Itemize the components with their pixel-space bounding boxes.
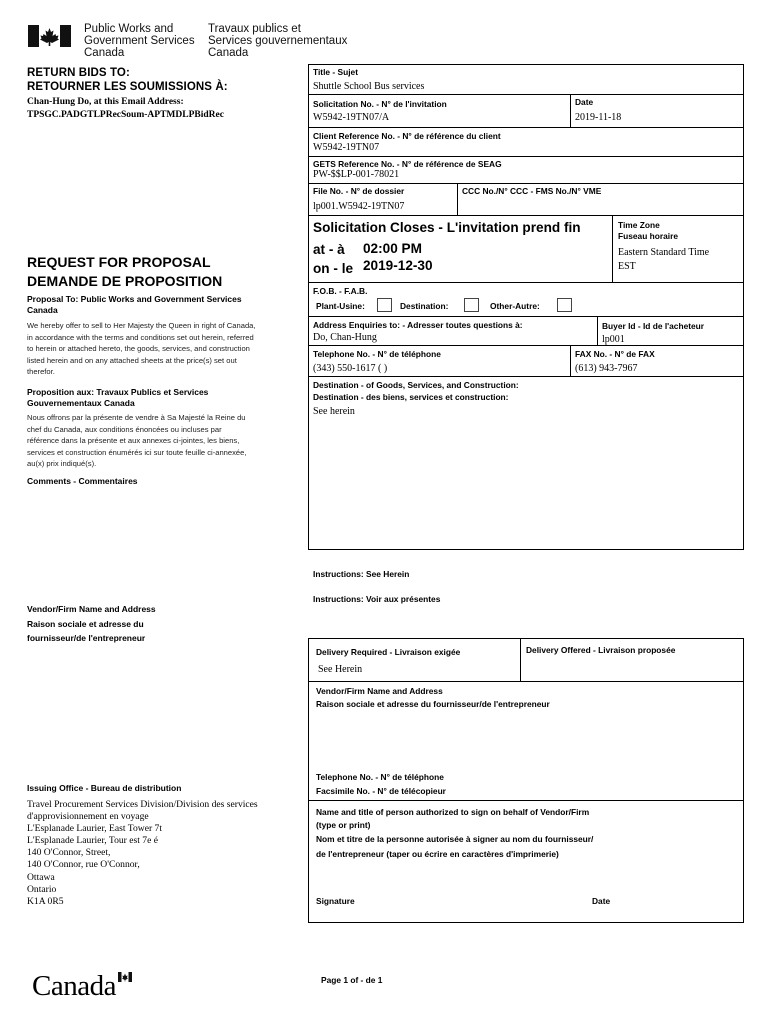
plant-label: Plant-Usine: bbox=[316, 301, 365, 311]
other-label: Other-Autre: bbox=[490, 301, 540, 311]
divider bbox=[308, 156, 744, 157]
fax-value: (613) 943-7967 bbox=[575, 363, 638, 374]
return-bids-en: RETURN BIDS TO: bbox=[27, 67, 130, 79]
destination-goods-value: See herein bbox=[313, 406, 355, 417]
delivery-offered-label: Delivery Offered - Livraison proposée bbox=[526, 645, 676, 655]
date-value: 2019-11-18 bbox=[575, 112, 622, 123]
divider bbox=[457, 183, 458, 215]
vendor-label: Raison sociale et adresse du bbox=[27, 619, 144, 629]
signature-label: Signature bbox=[316, 896, 355, 906]
dept-fr-line: Services gouvernementaux bbox=[208, 35, 348, 47]
department-name-fr bbox=[208, 23, 347, 59]
proposal-to-text: We hereby offer to sell to Her Majesty the Queen in right of Canada, in accordance with the terms and conditions set out herein, referred to herein or attached hereto, the goods, services, and construction listed herein and on any attached sheets at the price(s) set out therefor. bbox=[27, 321, 256, 376]
signature-date-label: Date bbox=[592, 896, 611, 906]
dept-en-line: Public Works and bbox=[84, 23, 174, 35]
time-zone-label-fr: Fuseau horaire bbox=[618, 231, 679, 241]
closing-time-value: 02:00 PM bbox=[363, 241, 422, 256]
title-value: Shuttle School Bus services bbox=[313, 81, 425, 92]
comments-label: Comments - Commentaires bbox=[27, 476, 138, 486]
address-line: L'Esplanade Laurier, East Tower 7t bbox=[27, 823, 163, 835]
dept-fr-line: Canada bbox=[208, 47, 249, 59]
authorized-person-label: (type or print) bbox=[316, 820, 371, 830]
divider bbox=[308, 215, 744, 216]
divider bbox=[308, 127, 744, 128]
address-line: 140 O'Connor, Street, bbox=[27, 847, 111, 859]
divider bbox=[597, 316, 598, 345]
other-checkbox[interactable] bbox=[557, 298, 572, 312]
divider bbox=[308, 94, 744, 95]
divider bbox=[308, 345, 744, 346]
divider bbox=[308, 183, 744, 184]
time-zone-abbr: EST bbox=[618, 261, 636, 272]
divider bbox=[612, 215, 613, 282]
time-zone-label: Time Zone bbox=[618, 220, 660, 230]
proposition-label: Proposition aux: Travaux Publics et Services Gouvernementaux Canada bbox=[27, 387, 209, 408]
gets-reference-value: PW-$$LP-001-78021 bbox=[313, 169, 400, 180]
file-number-label: File No. - N° de dossier bbox=[313, 186, 405, 196]
address-line: K1A 0R5 bbox=[27, 895, 64, 907]
delivery-required-value: See Herein bbox=[318, 664, 363, 675]
closing-at-label: at - à bbox=[313, 242, 345, 257]
address-line: L'Esplanade Laurier, Tour est 7e é bbox=[27, 835, 159, 847]
address-line: Ontario bbox=[27, 883, 57, 895]
instructions-fr: Instructions: Voir aux présentes bbox=[313, 594, 441, 604]
solicitation-closes-label: Solicitation Closes - L'invitation prend fin bbox=[313, 220, 581, 235]
divider bbox=[308, 282, 744, 283]
divider bbox=[308, 316, 744, 317]
vendor-name-label: Vendor/Firm Name and Address bbox=[316, 686, 443, 696]
rfp-title-fr: DEMANDE DE PROPOSITION bbox=[27, 273, 223, 289]
vendor-name-label-fr: Raison sociale et adresse du fournisseur/de l'entrepreneur bbox=[316, 699, 550, 709]
divider bbox=[308, 800, 744, 801]
solicitation-number-label: Solicitation No. - N° de l'invitation bbox=[313, 99, 447, 109]
issuing-office-address bbox=[27, 799, 258, 908]
divider bbox=[308, 681, 744, 682]
divider bbox=[308, 376, 744, 377]
dept-fr-line: Travaux publics et bbox=[208, 23, 301, 35]
return-email[interactable]: TPSGC.PADGTLPRecSoum-APTMDLPBidRec bbox=[27, 110, 224, 120]
wordmark-flag-icon bbox=[118, 972, 132, 982]
fax-label: FAX No. - N° de FAX bbox=[575, 349, 655, 359]
authorized-person-label: Name and title of person authorized to sign on behalf of Vendor/Firm bbox=[316, 807, 590, 817]
buyer-id-value: lp001 bbox=[602, 334, 625, 345]
address-line: 140 O'Connor, rue O'Connor, bbox=[27, 859, 140, 871]
gets-reference-label: GETS Reference No. - N° de référence de SEAG bbox=[313, 159, 502, 169]
department-name-en bbox=[84, 23, 195, 59]
title-label: Title - Sujet bbox=[313, 67, 358, 77]
rfp-title-en: REQUEST FOR PROPOSAL bbox=[27, 254, 211, 270]
address-line: d'approvisionnement en voyage bbox=[27, 811, 149, 823]
vendor-label: Vendor/Firm Name and Address bbox=[27, 604, 156, 614]
plant-checkbox[interactable] bbox=[377, 298, 392, 312]
address-enquiries-label: Address Enquiries to: - Adresser toutes questions à: bbox=[313, 320, 523, 330]
delivery-required-label: Delivery Required - Livraison exigée bbox=[316, 647, 461, 657]
time-zone-value: Eastern Standard Time bbox=[618, 247, 710, 258]
telephone-label: Telephone No. - N° de téléphone bbox=[313, 349, 441, 359]
closing-on-label: on - le bbox=[313, 261, 354, 276]
vendor-facsimile-label: Facsimile No. - N° de télécopieur bbox=[316, 786, 446, 796]
address-enquiries-value: Do, Chan-Hung bbox=[313, 332, 377, 343]
closing-date-value: 2019-12-30 bbox=[363, 258, 433, 273]
page-number: Page 1 of - de 1 bbox=[321, 975, 383, 985]
fob-label: F.O.B. - F.A.B. bbox=[313, 286, 368, 296]
issuing-office-label: Issuing Office - Bureau de distribution bbox=[27, 783, 182, 793]
client-reference-label: Client Reference No. - N° de référence du client bbox=[313, 131, 501, 141]
address-line: Travel Procurement Services Division/Division des services bbox=[27, 799, 258, 810]
canada-flag-icon bbox=[28, 25, 71, 47]
destination-goods-label-fr: Destination - des biens, services et construction: bbox=[313, 392, 509, 402]
solicitation-number-value: W5942-19TN07/A bbox=[313, 112, 390, 123]
proposition-text: Nous offrons par la présente de vendre à Sa Majesté la Reine du chef du Canada, aux conditions énoncées ou incluses par référence dans la présente et aux annexes ci-jointes, les biens, services et construction énumérés ici sur toute feuille ci-annexée, au(x) prix indiqué(s). bbox=[27, 413, 247, 468]
proposal-to-label: Proposal To: Public Works and Government Services Canada bbox=[27, 294, 242, 315]
instructions-en: Instructions: See Herein bbox=[313, 569, 410, 579]
divider bbox=[570, 345, 571, 376]
authorized-person-label-fr: Nom et titre de la personne autorisée à signer au nom du fournisseur/ bbox=[316, 834, 594, 844]
dept-en-line: Government Services bbox=[84, 35, 195, 47]
dept-en-line: Canada bbox=[84, 47, 125, 59]
telephone-value: (343) 550-1617 ( ) bbox=[313, 363, 388, 374]
return-bids-fr: RETOURNER LES SOUMISSIONS À: bbox=[27, 81, 228, 93]
divider bbox=[520, 638, 521, 681]
vendor-telephone-label: Telephone No. - N° de téléphone bbox=[316, 772, 444, 782]
file-number-value: lp001.W5942-19TN07 bbox=[313, 201, 405, 212]
canada-wordmark: Canada bbox=[32, 970, 116, 1002]
vendor-label: fournisseur/de l'entrepreneur bbox=[27, 633, 146, 643]
buyer-id-label: Buyer Id - Id de l'acheteur bbox=[602, 321, 705, 331]
return-contact-name: Chan-Hung Do, at this Email Address: bbox=[27, 97, 184, 107]
date-label: Date bbox=[575, 97, 594, 107]
divider bbox=[570, 94, 571, 127]
client-reference-value: W5942-19TN07 bbox=[313, 142, 380, 153]
address-line: Ottawa bbox=[27, 871, 55, 883]
destination-goods-label: Destination - of Goods, Services, and Construction: bbox=[313, 380, 519, 390]
destination-label: Destination: bbox=[400, 301, 449, 311]
ccc-number-label: CCC No./N° CCC - FMS No./N° VME bbox=[462, 186, 602, 196]
destination-checkbox[interactable] bbox=[464, 298, 479, 312]
authorized-person-label-fr: de l'entrepreneur (taper ou écrire en caractères d'imprimerie) bbox=[316, 849, 559, 859]
